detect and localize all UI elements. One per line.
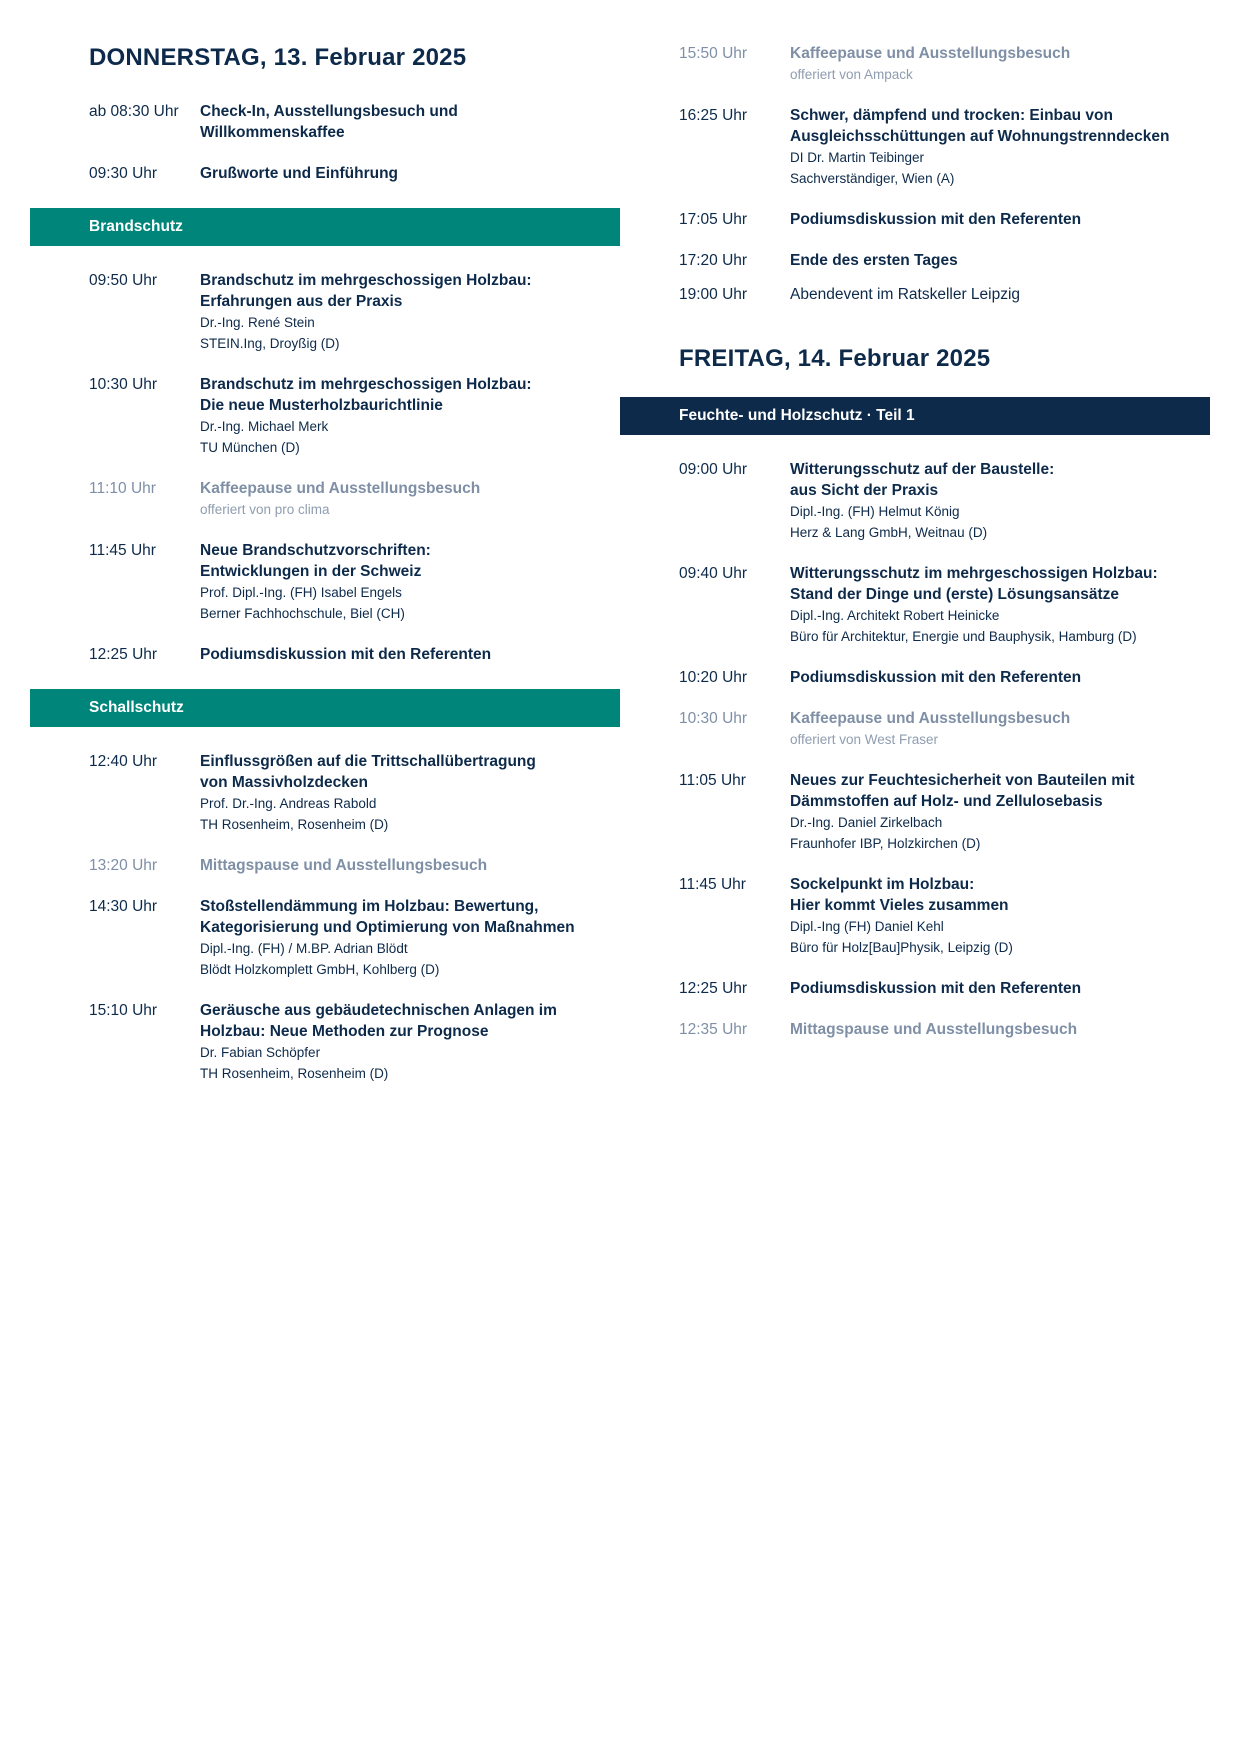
- item-title: Mittagspause und Ausstellungsbesuch: [790, 1021, 1078, 1038]
- item-title: Podiumsdiskussion mit den Referenten: [790, 980, 1082, 997]
- item-sponsor-note: offeriert von pro clima: [200, 502, 330, 517]
- item-time: 11:45 Uhr: [679, 876, 746, 893]
- item-time: ab 08:30 Uhr: [89, 103, 179, 120]
- item-title: Neue Brandschutzvorschriften: Entwicklungen in der Schweiz: [200, 542, 431, 580]
- item-speaker: Dipl.-Ing (FH) Daniel Kehl: [790, 919, 944, 934]
- item-time: 16:25 Uhr: [679, 107, 748, 124]
- item-time: 09:50 Uhr: [89, 272, 158, 289]
- break-item: [89, 478, 620, 520]
- item-affiliation: TH Rosenheim, Rosenheim (D): [200, 1066, 389, 1081]
- item-time: 10:30 Uhr: [679, 710, 748, 727]
- item-time: 11:45 Uhr: [89, 542, 156, 559]
- item-title: Podiumsdiskussion mit den Referenten: [200, 646, 492, 663]
- item-affiliation: TU München (D): [200, 440, 300, 455]
- item-speaker: Dr.-Ing. Daniel Zirkelbach: [790, 815, 943, 830]
- item-title: Geräusche aus gebäudetechnischen Anlagen im Holzbau: Neue Methoden zur Prognose: [200, 1002, 557, 1040]
- item-title: Sockelpunkt im Holzbau: Hier kommt Vieles zusammen: [790, 876, 1009, 914]
- schedule-item: [89, 101, 620, 143]
- item-title: Podiumsdiskussion mit den Referenten: [790, 669, 1082, 686]
- schedule-item: [679, 978, 1210, 999]
- item-speaker: Dipl.-Ing. (FH) Helmut König: [790, 504, 960, 519]
- item-affiliation: TH Rosenheim, Rosenheim (D): [200, 817, 389, 832]
- item-time: 10:30 Uhr: [89, 376, 158, 393]
- item-affiliation: Sachverständiger, Wien (A): [790, 171, 955, 186]
- schedule-item: [679, 563, 1210, 647]
- item-speaker: Dipl.-Ing. (FH) / M.BP. Adrian Blödt: [200, 941, 408, 956]
- schedule-item: [89, 644, 620, 665]
- break-item: [679, 1019, 1210, 1040]
- item-speaker: Prof. Dipl.-Ing. (FH) Isabel Engels: [200, 585, 402, 600]
- schedule-item: [89, 1000, 620, 1084]
- item-speaker: Dipl.-Ing. Architekt Robert Heinicke: [790, 608, 1000, 623]
- section-header-brandschutz: Brandschutz: [30, 208, 620, 246]
- item-time: 10:20 Uhr: [679, 669, 748, 686]
- item-affiliation: Berner Fachhochschule, Biel (CH): [200, 606, 405, 621]
- item-title: Brandschutz im mehrgeschossigen Holzbau: Die neue Musterholzbaurichtlinie: [200, 376, 532, 414]
- item-title: Witterungsschutz auf der Baustelle: aus Sicht der Praxis: [790, 461, 1055, 499]
- section-header-feuchteschutz: Feuchte- und Holzschutz · Teil 1: [620, 397, 1210, 435]
- item-speaker: Dr.-Ing. Michael Merk: [200, 419, 329, 434]
- schedule-item: [679, 459, 1210, 543]
- item-time: 17:20 Uhr: [679, 252, 748, 269]
- left-column: [30, 0, 620, 1084]
- schedule-item: [679, 667, 1210, 688]
- item-speaker: Dr.-Ing. René Stein: [200, 315, 315, 330]
- item-time: 11:10 Uhr: [89, 480, 156, 497]
- item-title: Grußworte und Einführung: [200, 165, 399, 182]
- item-speaker: DI Dr. Martin Teibinger: [790, 150, 925, 165]
- item-title: Neues zur Feuchtesicherheit von Bauteilen mit Dämmstoffen auf Holz- und Zellulosebasis: [790, 772, 1135, 810]
- item-time: 12:25 Uhr: [679, 980, 748, 997]
- item-affiliation: Büro für Architektur, Energie und Bauphysik, Hamburg (D): [790, 629, 1137, 644]
- item-title: Schwer, dämpfend und trocken: Einbau von Ausgleichsschüttungen auf Wohnungstrenndecken: [790, 107, 1170, 145]
- item-time: 12:40 Uhr: [89, 753, 158, 770]
- item-time: 19:00 Uhr: [679, 286, 748, 303]
- item-title: Einflussgrößen auf die Trittschallübertragung von Massivholzdecken: [200, 753, 536, 791]
- item-time: 09:30 Uhr: [89, 165, 158, 182]
- item-sponsor-note: offeriert von West Fraser: [790, 732, 939, 747]
- break-item: [679, 43, 1210, 85]
- schedule-item: [89, 540, 620, 624]
- schedule-item: [679, 874, 1210, 958]
- item-title: Kaffeepause und Ausstellungsbesuch: [790, 45, 1071, 62]
- item-time: 09:40 Uhr: [679, 565, 748, 582]
- item-title: Witterungsschutz im mehrgeschossigen Holzbau: Stand der Dinge und (erste) Lösungsansätze: [790, 565, 1158, 603]
- right-column: [620, 0, 1210, 1040]
- item-affiliation: Blödt Holzkomplett GmbH, Kohlberg (D): [200, 962, 440, 977]
- item-time: 12:25 Uhr: [89, 646, 158, 663]
- item-title: Stoßstellendämmung im Holzbau: Bewertung, Kategorisierung und Optimierung von Maßnahmen: [200, 898, 575, 936]
- item-time: 14:30 Uhr: [89, 898, 158, 915]
- item-time: 15:50 Uhr: [679, 45, 748, 62]
- day-1-heading: DONNERSTAG, 13. Februar 2025: [89, 44, 467, 71]
- section-header-schallschutz: Schallschutz: [30, 689, 620, 727]
- item-time: 17:05 Uhr: [679, 211, 748, 228]
- schedule-item: [679, 209, 1210, 230]
- item-title: Check-In, Ausstellungsbesuch und Willkommenskaffee: [200, 103, 458, 141]
- item-affiliation: STEIN.Ing, Droyßig (D): [200, 336, 340, 351]
- item-time: 12:35 Uhr: [679, 1021, 748, 1038]
- schedule-item: [89, 374, 620, 458]
- item-title: Ende des ersten Tages: [790, 252, 958, 269]
- item-speaker: Dr. Fabian Schöpfer: [200, 1045, 321, 1060]
- schedule-item: [89, 751, 620, 835]
- item-title: Brandschutz im mehrgeschossigen Holzbau: Erfahrungen aus der Praxis: [200, 272, 532, 310]
- item-title: Abendevent im Ratskeller Leipzig: [790, 286, 1021, 303]
- break-item: [89, 855, 620, 876]
- schedule-item: [679, 770, 1210, 854]
- item-sponsor-note: offeriert von Ampack: [790, 67, 913, 82]
- schedule-item: [89, 896, 620, 980]
- schedule-item: [89, 163, 620, 184]
- item-speaker: Prof. Dr.-Ing. Andreas Rabold: [200, 796, 377, 811]
- item-title: Kaffeepause und Ausstellungsbesuch: [790, 710, 1071, 727]
- item-affiliation: Fraunhofer IBP, Holzkirchen (D): [790, 836, 981, 851]
- item-title: Mittagspause und Ausstellungsbesuch: [200, 857, 488, 874]
- item-time: 13:20 Uhr: [89, 857, 158, 874]
- item-affiliation: Büro für Holz[Bau]Physik, Leipzig (D): [790, 940, 1013, 955]
- item-title: Kaffeepause und Ausstellungsbesuch: [200, 480, 481, 497]
- schedule-item: [679, 284, 1210, 305]
- item-time: 15:10 Uhr: [89, 1002, 158, 1019]
- item-title: Podiumsdiskussion mit den Referenten: [790, 211, 1082, 228]
- item-time: 11:05 Uhr: [679, 772, 746, 789]
- item-affiliation: Herz & Lang GmbH, Weitnau (D): [790, 525, 988, 540]
- schedule-item: [679, 105, 1210, 189]
- schedule-item: [89, 270, 620, 354]
- item-time: 09:00 Uhr: [679, 461, 748, 478]
- schedule-item: [679, 250, 1210, 271]
- day-2-heading: FREITAG, 14. Februar 2025: [679, 345, 991, 372]
- break-item: [679, 708, 1210, 750]
